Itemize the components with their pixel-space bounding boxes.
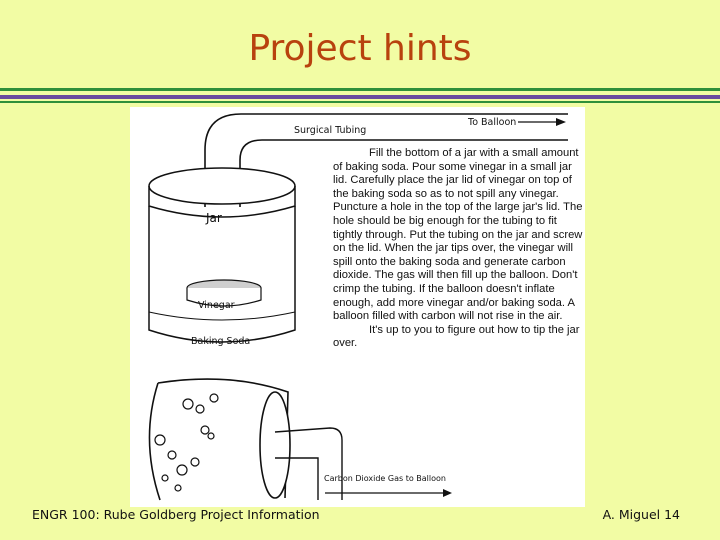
slide-title: Project hints [248,28,472,69]
to-balloon-arrowhead [556,118,566,126]
label-to-balloon: To Balloon [468,117,517,128]
label-vinegar: Vinegar [198,300,235,311]
footer-course: ENGR 100: Rube Goldberg Project Information [32,507,320,522]
jar-body [149,206,295,342]
footer-page: A. Miguel 14 [602,507,680,522]
label-surgical-tubing: Surgical Tubing [294,125,367,136]
label-baking-soda: Baking Soda [191,336,251,347]
instructions-paragraph-1: Fill the bottom of a jar with a small amount of baking soda. Pour some vinegar in a small jar lid. Carefully place the jar lid of vinegar on top of the baking soda so as to not spill any vinegar. Puncture a hole in the top of the large jar's lid. The hole should be big enough for the tubing to fit tightly through. Put the tubing on the jar and screw on the lid. When the jar tips over, the vinegar will spill onto the baking soda and generate carbon dioxide. The gas will then fill up the balloon. Don't crimp the tubing. If the balloon doesn't inflate enough, add more vinegar and/or baking soda. A balloon filled with carbon will not rise in the air. [333,147,583,323]
gas-bubbles [155,394,218,491]
instructions-paragraph-2: It's up to you to figure out how to tip the jar over. [333,323,580,350]
baking-soda-level [149,312,295,320]
instructions-text [333,147,583,351]
gas-arrowhead [443,489,452,497]
tipped-jar-end [260,392,290,498]
label-gas-to-balloon: Carbon Dioxide Gas to Balloon [324,474,446,483]
jar-lid-top [149,168,295,204]
label-jar: Jar [206,211,222,225]
